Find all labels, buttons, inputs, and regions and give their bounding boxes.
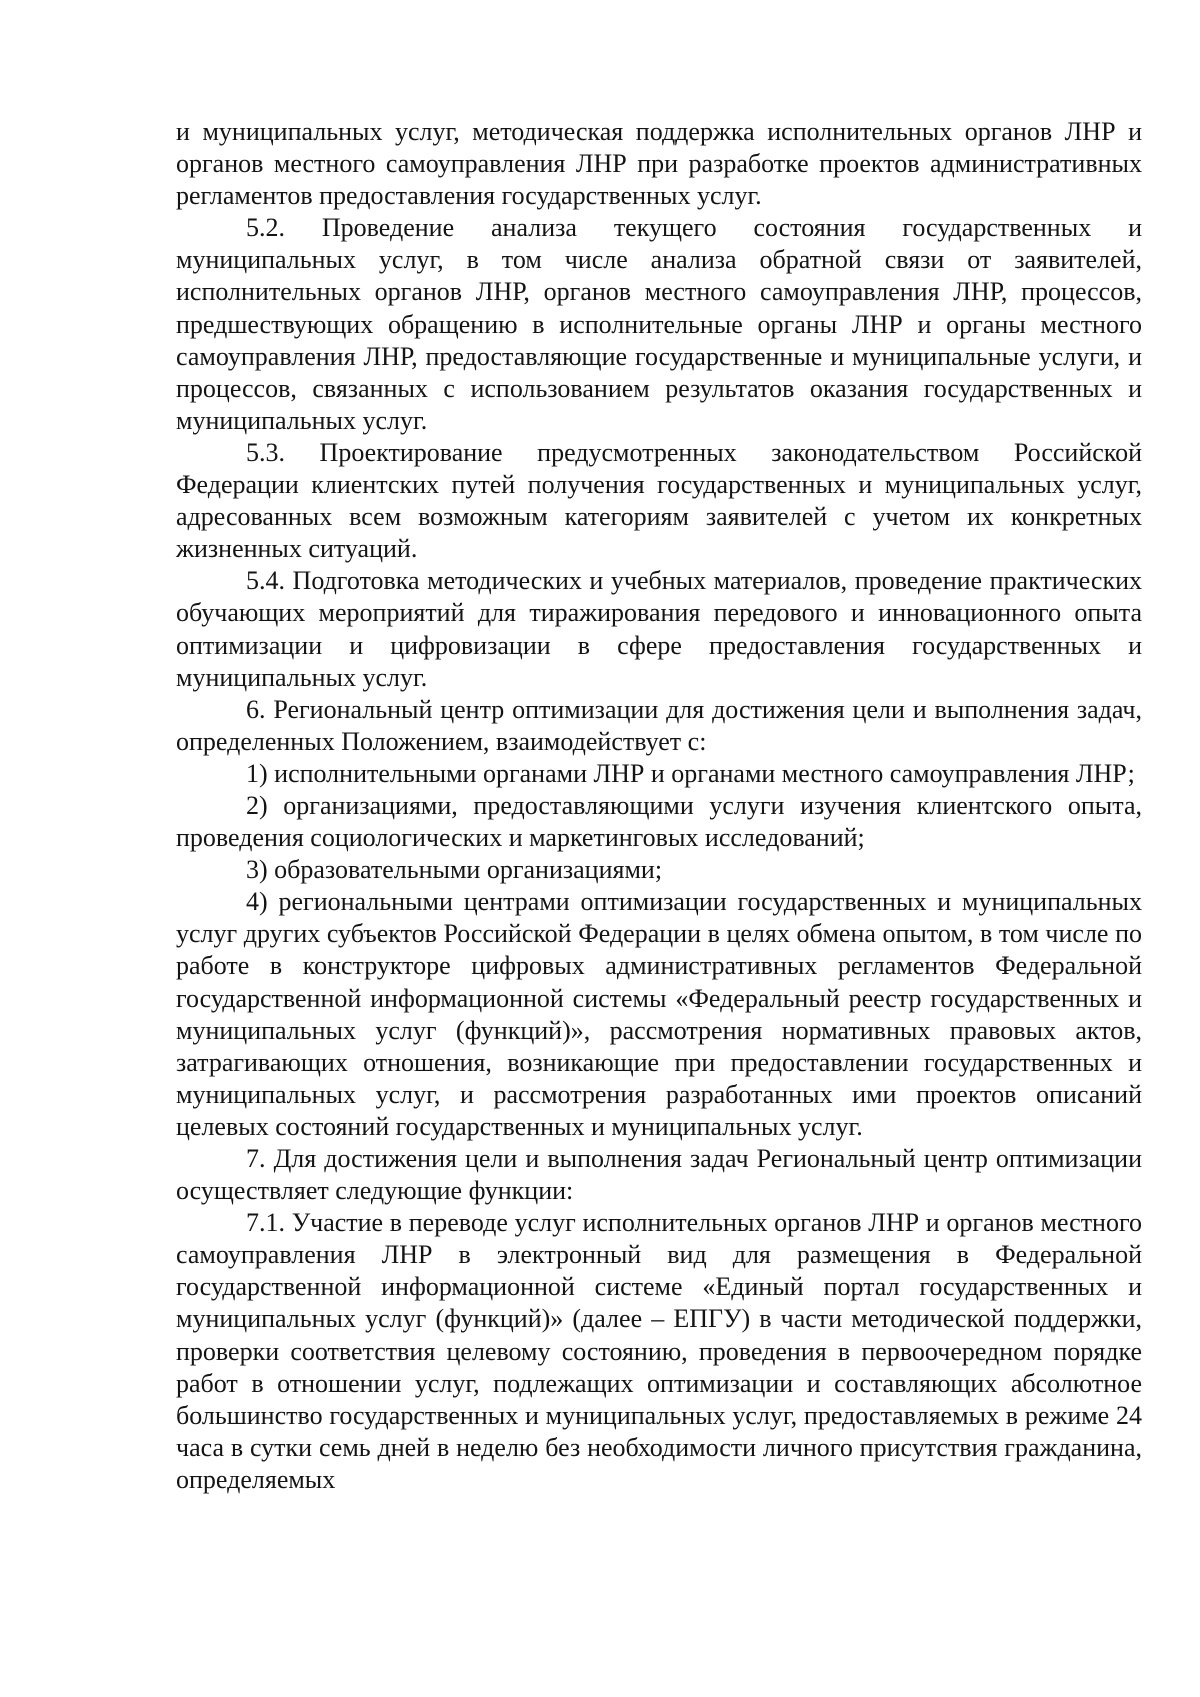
list-item-3: 3) образовательными организациями; (246, 855, 663, 885)
paragraph-5-2: 5.2. Проведение анализа текущего состояния государственных и муниципальных услуг, в том числе анализа обратной связи от заявителей, исполнительных органов ЛНР, органов местного самоуправления ЛНР, процессов, предшествующих обращению в исполнительные органы ЛНР и органы местного самоуправления ЛНР, предоставляющие государственные и муниципальные услуги, и процессов, связанных с использованием результатов оказания государственных и муниципальных услуг. (176, 213, 1142, 435)
paragraph-5-3: 5.3. Проектирование предусмотренных законодательством Российской Федерации клиентских путей получения государственных и муниципальных услуг, адресованных всем возможным категориям заявителей с учетом их конкретных жизненных ситуаций. (176, 437, 1142, 564)
paragraph-7: 7. Для достижения цели и выполнения задач Региональный центр оптимизации осуществляет следующие функции: (176, 1144, 1142, 1206)
document-body (176, 116, 1142, 1496)
list-item-2: 2) организациями, предоставляющими услуги изучения клиентского опыта, проведения социологических и маркетинговых исследований; (176, 790, 1142, 853)
list-item-4: 4) региональными центрами оптимизации государственных и муниципальных услуг других субъектов Российской Федерации в целях обмена опытом, в том числе по работе в конструкторе цифровых административных регламентов Федеральной государственной информационной системы «Федеральный реестр государственных и муниципальных услуг (функций)», рассмотрения нормативных правовых актов, затрагивающих отношения, возникающие при предоставлении государственных и муниципальных услуг, и рассмотрения разработанных ими проектов описаний целевых состояний государственных и муниципальных услуг. (176, 887, 1142, 1141)
paragraph-7-1: 7.1. Участие в переводе услуг исполнительных органов ЛНР и органов местного самоуправления ЛНР в электронный вид для размещения в Федеральной государственной информационной системе «Единый портал государственных и муниципальных услуг (функций)» (далее – ЕПГУ) в части методической поддержки, проверки соответствия целевому состоянию, проведения в первоочередном порядке работ в отношении услуг, подлежащих оптимизации и составляющих абсолютное большинство государственных и муниципальных услуг, предоставляемых в режиме 24 часа в сутки семь дней в неделю без необходимости личного присутствия гражданина, определяемых (176, 1208, 1142, 1494)
paragraph-5-4: 5.4. Подготовка методических и учебных материалов, проведение практических обучающих мероприятий для тиражирования передового и инновационного опыта оптимизации и цифровизации в сфере предоставления государственных и муниципальных услуг. (176, 566, 1142, 692)
paragraph-continuation: и муниципальных услуг, методическая поддержка исполнительных органов ЛНР и органов местного самоуправления ЛНР при разработке проектов административных регламентов предоставления государственных услуг. (176, 117, 1142, 211)
paragraph-6: 6. Региональный центр оптимизации для достижения цели и выполнения задач, определенных Положением, взаимодействует с: (176, 694, 1142, 756)
list-item-1: 1) исполнительными органами ЛНР и органами местного самоуправления ЛНР; (246, 758, 1135, 788)
